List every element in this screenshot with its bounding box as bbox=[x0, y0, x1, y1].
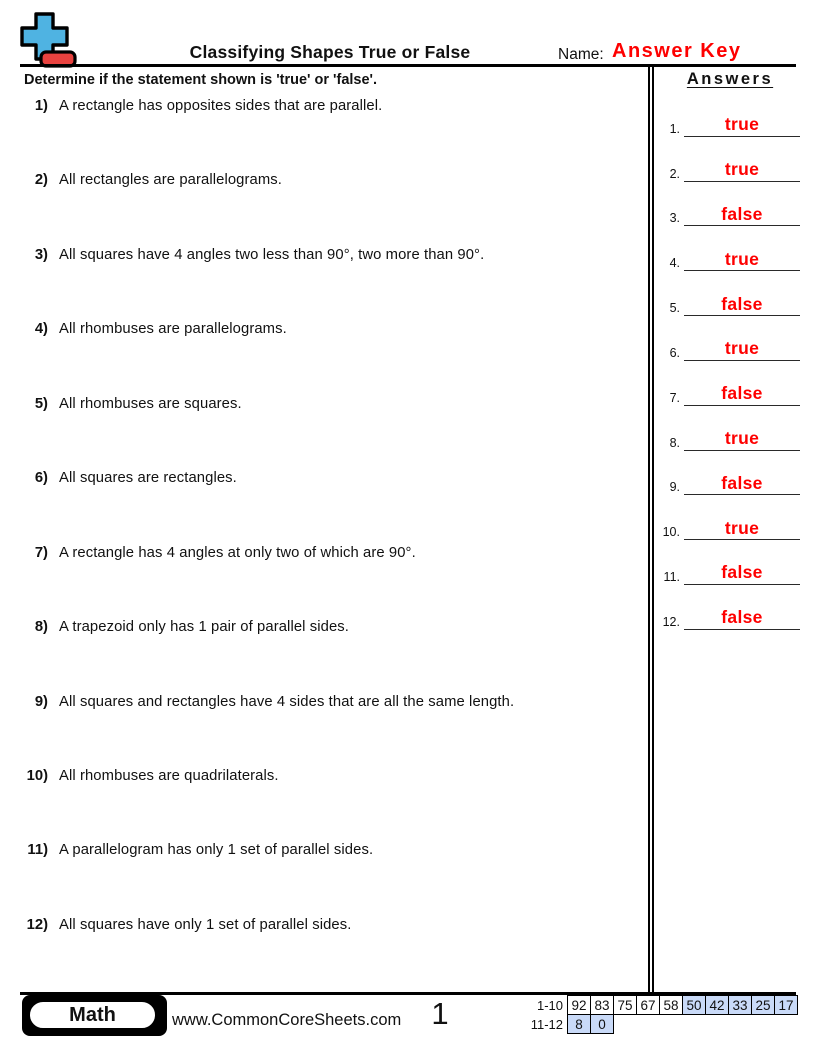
score-conversion-table bbox=[530, 995, 798, 1034]
answer-blank-line bbox=[684, 241, 800, 271]
question-row bbox=[20, 170, 644, 244]
answer-number: 8. bbox=[669, 435, 680, 450]
question-text: All rhombuses are parallelograms. bbox=[59, 321, 287, 338]
question-row bbox=[20, 245, 644, 319]
answer-number: 9. bbox=[669, 480, 680, 495]
answer-value: false bbox=[721, 293, 763, 314]
score-row-2 bbox=[530, 1014, 798, 1034]
answer-key-text: Answer Key bbox=[612, 40, 742, 62]
answer-blank-line bbox=[684, 376, 800, 406]
score-cell: 8 bbox=[567, 1014, 591, 1034]
answer-blank-line bbox=[684, 107, 800, 137]
answer-blank-line bbox=[684, 152, 800, 182]
answer-number: 4. bbox=[669, 256, 680, 271]
question-row bbox=[20, 617, 644, 691]
answer-number: 2. bbox=[669, 166, 680, 181]
score-cell: 58 bbox=[659, 995, 683, 1015]
answer-row bbox=[654, 145, 806, 190]
instructions-text: Determine if the statement shown is 'true' or 'false'. bbox=[24, 72, 378, 88]
answer-value: true bbox=[724, 428, 760, 448]
question-text: A rectangle has 4 angles at only two of which are 90°. bbox=[59, 544, 416, 561]
question-row bbox=[20, 840, 644, 914]
answer-number: 1. bbox=[669, 121, 680, 136]
question-row bbox=[20, 319, 644, 393]
question-number: 8) bbox=[34, 619, 48, 636]
question-row bbox=[20, 692, 644, 766]
question-number: 1) bbox=[34, 98, 48, 114]
score-row-2-label: 11-12 bbox=[530, 1016, 563, 1032]
question-text: All rhombuses are squares. bbox=[59, 395, 242, 412]
answer-number: 11. bbox=[663, 569, 680, 584]
answer-list bbox=[654, 100, 806, 638]
question-text: A parallelogram has only 1 set of parallel sides. bbox=[59, 842, 374, 859]
answer-row bbox=[654, 100, 806, 145]
score-cell: 75 bbox=[613, 995, 637, 1015]
answer-row bbox=[654, 324, 806, 369]
question-text: All squares are rectangles. bbox=[59, 470, 237, 487]
answer-row bbox=[654, 369, 806, 414]
answer-value: true bbox=[724, 114, 760, 135]
answer-blank-line bbox=[684, 600, 800, 630]
question-text: All rhombuses are quadrilaterals. bbox=[59, 767, 279, 784]
score-cell: 0 bbox=[590, 1014, 614, 1034]
score-cell: 17 bbox=[774, 995, 798, 1015]
answer-blank-line bbox=[684, 555, 800, 585]
answer-row bbox=[654, 414, 806, 459]
answer-value: false bbox=[721, 203, 763, 224]
question-number: 10) bbox=[26, 767, 48, 784]
score-row-1-label: 1-10 bbox=[536, 997, 563, 1013]
answer-blank-line bbox=[684, 331, 800, 361]
question-row bbox=[20, 543, 644, 617]
question-text: A rectangle has opposites sides that are parallel. bbox=[59, 98, 383, 114]
question-number: 12) bbox=[26, 916, 48, 933]
question-number: 2) bbox=[34, 172, 48, 189]
answer-blank-line bbox=[684, 465, 800, 495]
question-number: 6) bbox=[34, 470, 48, 487]
answer-value: true bbox=[724, 159, 760, 180]
answer-value: true bbox=[724, 517, 760, 538]
subject-badge bbox=[22, 995, 167, 1036]
answer-row bbox=[654, 548, 806, 593]
name-label: Name: bbox=[558, 46, 604, 63]
score-cell: 92 bbox=[567, 995, 591, 1015]
subject-label: Math bbox=[28, 1000, 157, 1030]
question-text: All squares have 4 angles two less than 90°, two more than 90°. bbox=[59, 246, 485, 263]
answer-blank-line bbox=[684, 196, 800, 226]
commoncoresheets-logo bbox=[19, 12, 79, 70]
page-title: Classifying Shapes True or False bbox=[189, 42, 471, 62]
answer-row bbox=[654, 503, 806, 548]
score-row-1 bbox=[530, 995, 798, 1015]
score-cell: 67 bbox=[636, 995, 660, 1015]
answer-number: 7. bbox=[669, 390, 680, 405]
question-number: 3) bbox=[34, 246, 48, 263]
question-text: All squares and rectangles have 4 sides that are all the same length. bbox=[59, 693, 515, 710]
answer-row bbox=[654, 234, 806, 279]
header-divider bbox=[20, 64, 796, 67]
score-cell: 33 bbox=[728, 995, 752, 1015]
website-url: www.CommonCoreSheets.com bbox=[172, 1011, 402, 1029]
question-number: 4) bbox=[34, 321, 48, 338]
question-list bbox=[20, 96, 644, 989]
answer-value: false bbox=[721, 562, 763, 583]
answer-value: false bbox=[721, 607, 763, 628]
question-row bbox=[20, 394, 644, 468]
question-row bbox=[20, 468, 644, 542]
score-cell: 83 bbox=[590, 995, 614, 1015]
question-number: 11) bbox=[27, 842, 48, 859]
answer-value: true bbox=[724, 248, 760, 269]
answer-number: 6. bbox=[669, 345, 680, 360]
question-number: 7) bbox=[34, 544, 48, 561]
answer-number: 10. bbox=[662, 525, 680, 540]
answer-number: 5. bbox=[669, 301, 680, 316]
question-row bbox=[20, 915, 644, 989]
answer-blank-line bbox=[684, 286, 800, 316]
answer-row bbox=[654, 279, 806, 324]
page-number: 1 bbox=[431, 996, 449, 1031]
answer-blank-line bbox=[684, 421, 800, 451]
answer-value: true bbox=[724, 338, 760, 359]
question-number: 5) bbox=[34, 395, 48, 412]
score-cell: 25 bbox=[751, 995, 775, 1015]
answer-number: 3. bbox=[669, 211, 680, 226]
answer-number: 12. bbox=[662, 614, 680, 629]
answer-row bbox=[654, 190, 806, 235]
answer-blank-line bbox=[684, 510, 800, 540]
question-text: A trapezoid only has 1 pair of parallel sides. bbox=[59, 619, 350, 636]
answer-row bbox=[654, 593, 806, 638]
score-cell: 42 bbox=[705, 995, 729, 1015]
answers-heading: Answers bbox=[686, 70, 774, 88]
answer-value: false bbox=[721, 472, 763, 493]
question-text: All rectangles are parallelograms. bbox=[59, 172, 282, 189]
score-cell: 50 bbox=[682, 995, 706, 1015]
question-row bbox=[20, 766, 644, 840]
answer-value: false bbox=[721, 383, 763, 404]
question-row bbox=[20, 96, 644, 170]
question-number: 9) bbox=[34, 693, 48, 710]
question-text: All squares have only 1 set of parallel sides. bbox=[59, 916, 352, 933]
answer-row bbox=[654, 459, 806, 504]
